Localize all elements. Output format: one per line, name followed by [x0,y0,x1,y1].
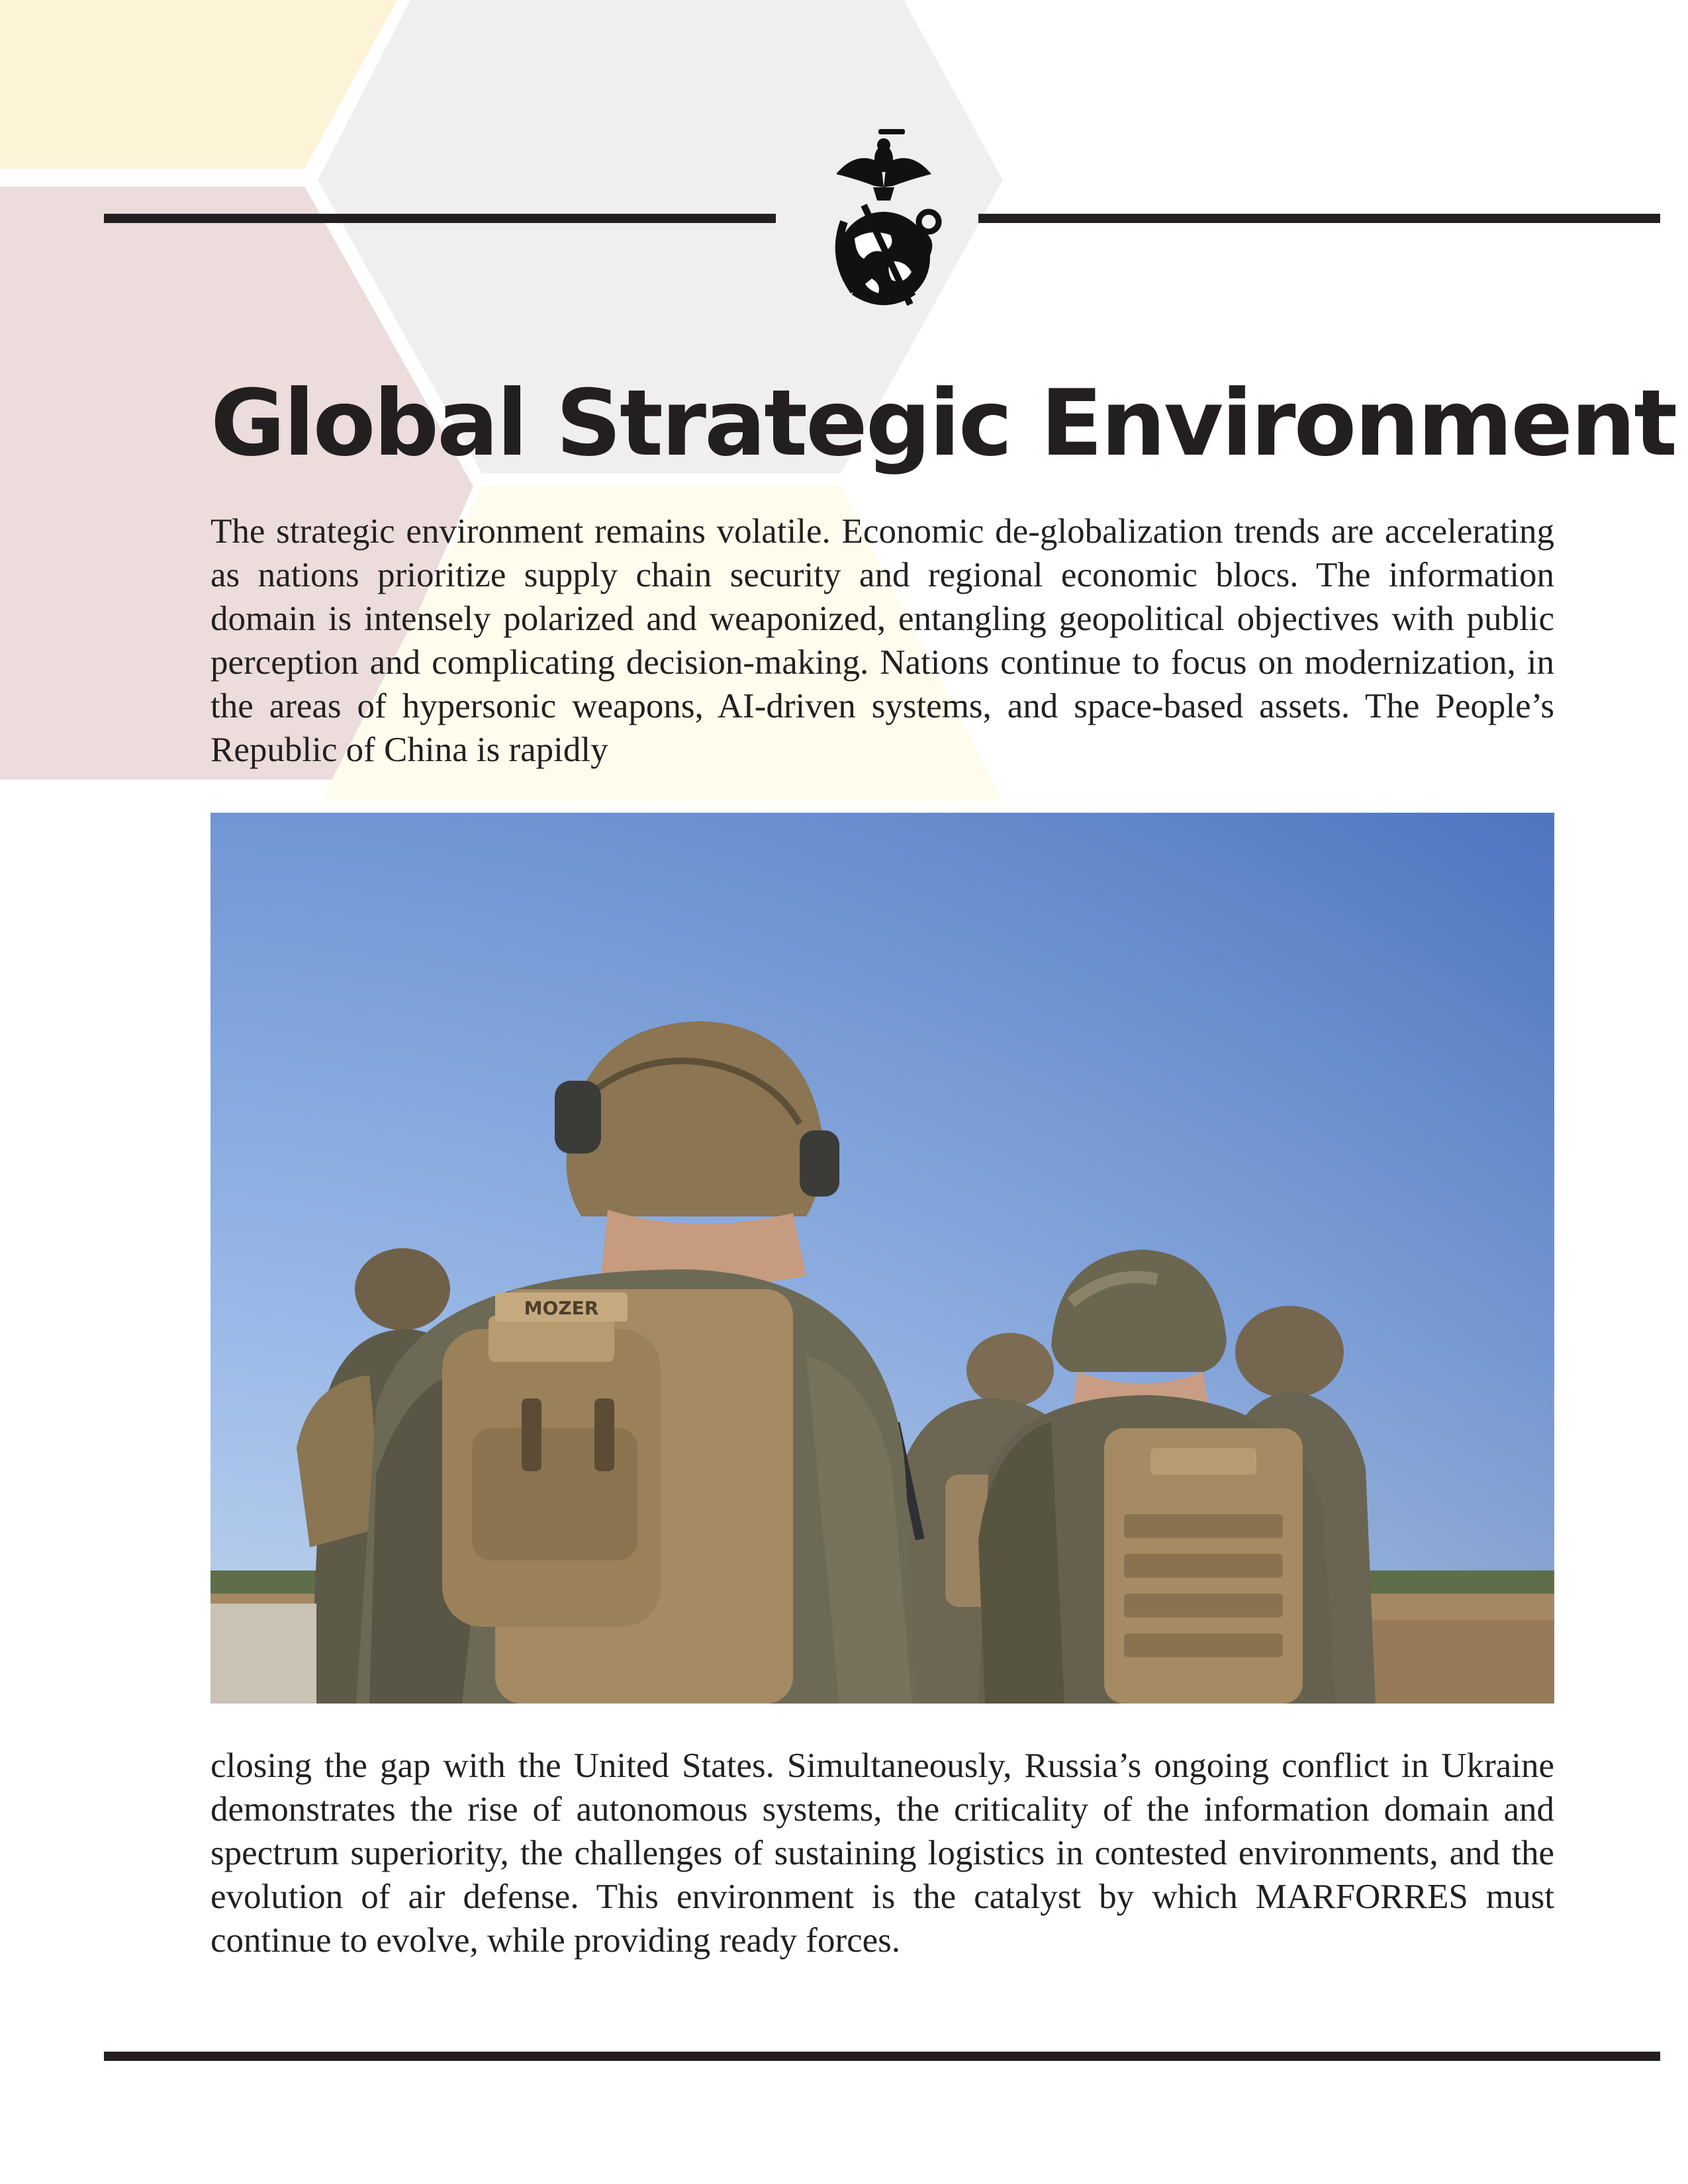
top-rule-left [104,214,776,223]
top-rule-right [978,214,1660,223]
bottom-rule [104,2052,1660,2061]
page-title: Global Strategic Environment [211,370,1676,477]
closing-paragraph: closing the gap with the United States. Simultaneously, Russia’s ongoing conflict in Ukraine demonstrates the rise of autonomous systems, the criticality of the information domain and spectrum superiority, the challenges of sustaining logistics in contested environments, and the evolution of air defense. This environment is the catalyst by which MARFORRES must continue to evolve, while providing ready forces. [211,1747,1554,1960]
wall-ledge [211,1604,316,1704]
intro-paragraph: The strategic environment remains volatile. Economic de-globalization trends are accelerating as nations prioritize supply chain security and regional economic blocs. The information domain is intensely polarized and weaponized, entangling geopolitical objectives with public perception and complicating decision-making. Nations continue to focus on modernization, in the areas of hypersonic weapons, AI-driven systems, and space-based assets. The People’s Republic of China is rapidly [211,512,1554,769]
name-tape: MOZER [524,1297,599,1319]
marine-corps-emblem-icon [791,122,976,314]
marines-photo [211,813,1554,1704]
